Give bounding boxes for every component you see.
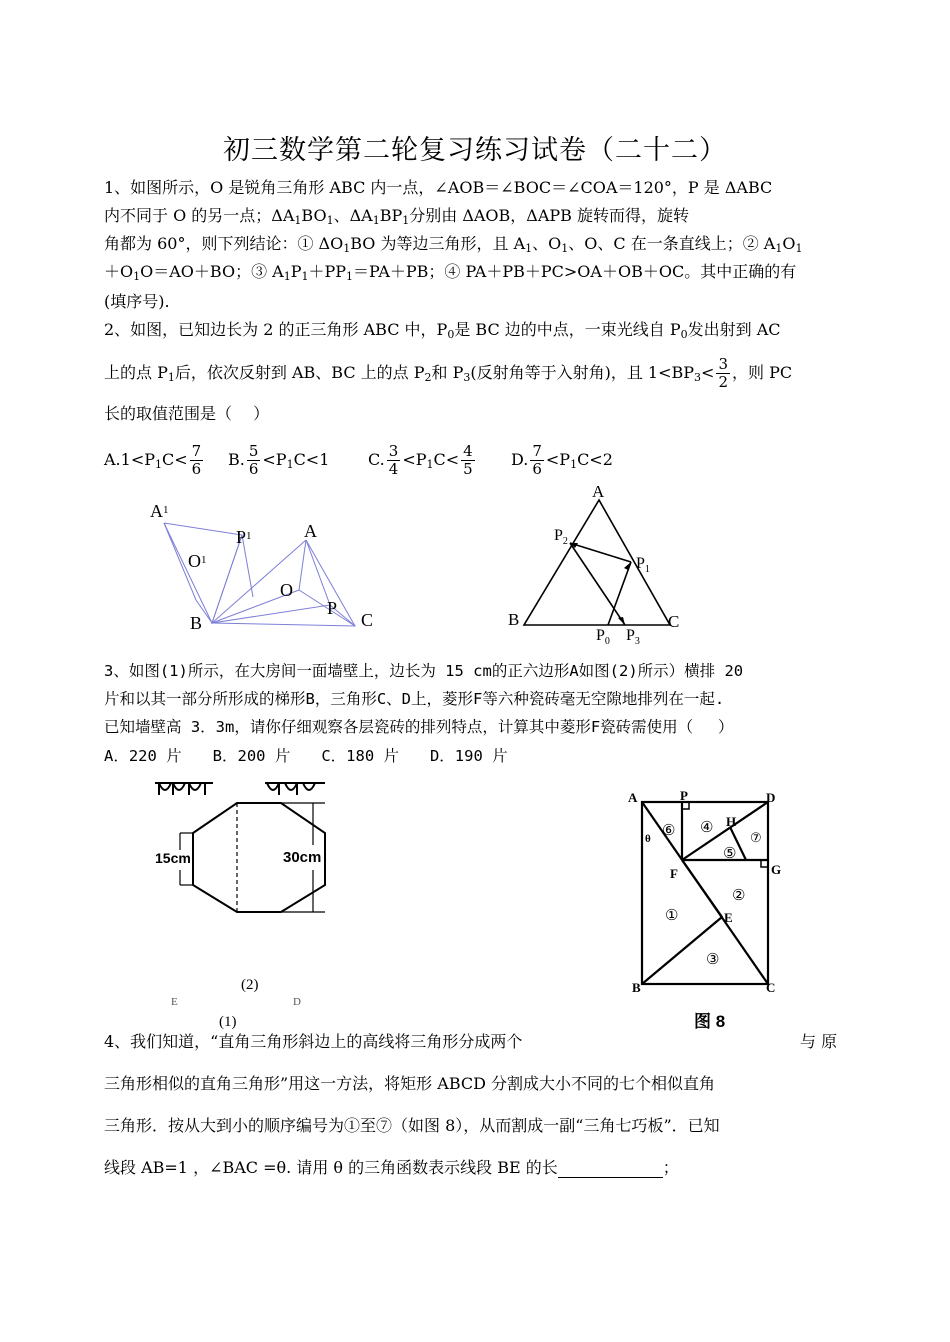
fig8-region-4: ④ (700, 820, 714, 836)
q3-line4: A．220 片 B．200 片 C．180 片 D．190 片 (104, 747, 508, 765)
fig8-label-b: B (632, 980, 641, 995)
label-30cm: 30cm (283, 849, 322, 866)
label-o1: $O^1$ (188, 551, 207, 571)
answer-blank[interactable] (558, 1161, 663, 1178)
label-fig-1: (1) (219, 1014, 237, 1030)
fig8-label-a: A (628, 790, 638, 805)
q2-line3: 长的取值范围是（ ） (104, 404, 270, 423)
q4-line4: 线段 AB=1 ，∠BAC =θ. 请用 θ 的三角函数表示线段 BE 的长 ； (104, 1158, 679, 1177)
q2-line2: 上的点 $P_1$后，依次反射到 AB、BC 上的点 $P_2$和 $P_3$(反射角等于入射角)，且 $1<BP_3<$ $\frac{3}{2}$ ，则 PC (104, 355, 793, 391)
fraction-3-2: $\frac{3}{2}$ (718, 355, 728, 391)
figure-8-tangram (620, 790, 790, 1035)
label-fig-2: (2) (241, 977, 259, 993)
fig8-label-f: F (670, 866, 678, 881)
q2-option-b: B. $\frac{5}{6}$ $<P_1C<1$ (228, 442, 330, 478)
page-title: 初三数学第二轮复习练习试卷（二十二） (223, 135, 727, 166)
fig2-label-p1: $P_1$ (636, 555, 650, 575)
q3-line3: 已知墙壁高 3．3m，请你仔细观察各层瓷砖的排列特点，计算其中菱形F瓷砖需使用（ ） (104, 718, 734, 736)
fig2-label-b: B (508, 610, 520, 629)
fig8-region-3: ③ (706, 952, 720, 968)
fig8-region-5: ⑤ (723, 846, 737, 862)
fig8-region-2: ② (732, 888, 746, 904)
q1-line3: 角都为 60°，则下列结论：① $\Delta O_1BO$ 为等边三角形，且 $A_1$、$O_1$、O、C 在一条直线上；② $A_1O_1$ (104, 234, 803, 255)
figure-rotation (140, 495, 400, 635)
label-p1: $P^1$ (236, 527, 252, 547)
fig8-label-c: C (766, 980, 776, 995)
fig2-label-p0: $P_0$ (596, 627, 610, 645)
fig8-region-6: ⑥ (662, 823, 676, 839)
label-e: E (171, 996, 178, 1008)
q4-line1: 4、我们知道，“直角三角形斜边上的高线将三角形分成两个 (104, 1032, 523, 1051)
q2-line1: 2、如图，已知边长为 2 的正三角形 ABC 中，$P_0$是 BC 边的中点，一束光线自 $P_0$发出射到 AC (104, 320, 781, 341)
fig8-label-h: H (726, 814, 737, 829)
q3-line1: 3、如图(1)所示，在大房间一面墙壁上，边长为 15 cm的正六边形A如图(2)所示）横排 20 (104, 662, 744, 680)
q2-option-c: C. $\frac{3}{4}$ $<P_1C<$ $\frac{4}{5}$ (368, 442, 473, 478)
fig2-label-c: C (668, 612, 680, 631)
fig8-label-g: G (771, 862, 782, 877)
q1-line5: (填序号). (104, 292, 170, 311)
q3-line2: 片和以其一部分所形成的梯形B，三角形C、D上，菱形F等六种瓷砖毫无空隙地排列在一起. (104, 690, 725, 708)
label-o: O (280, 580, 293, 600)
fig2-label-a: A (592, 482, 605, 501)
label-15cm: 15cm (155, 850, 191, 866)
q4-line2: 三角形相似的直角三角形”用这一方法，将矩形 ABCD 分割成大小不同的七个相似直角 (104, 1074, 716, 1093)
fig8-region-7: ⑦ (750, 830, 762, 845)
label-b: B (190, 613, 203, 633)
figure-hexagon-tile (145, 775, 345, 1030)
label-c: C (361, 610, 374, 630)
q1-line1: 1、如图所示，O 是锐角三角形 ABC 内一点，∠AOB＝∠BOC＝∠COA＝120°，P 是 ΔABC (104, 178, 773, 197)
q4-line1-end: 与 原 (800, 1032, 838, 1051)
q1-line4: $+O_1O=AO+BO$；③ $A_1P_1+PP_1=PA+PB$；④ PA＋PB＋PC>OA＋OB＋OC。其中正确的有 (104, 262, 797, 283)
q2-option-d: D. $\frac{7}{6}$ $<P_1C<2$ (511, 442, 613, 478)
fig8-region-1: ① (665, 908, 679, 924)
label-p: P (327, 598, 338, 618)
q2-option-a: $A.1<P_1C<$ $\frac{7}{6}$ (104, 442, 202, 478)
fig8-theta: θ (645, 833, 651, 845)
fig8-label-p: P (680, 790, 688, 803)
fig8-label-e: E (724, 910, 733, 925)
q4-line3: 三角形．按从大到小的顺序编号为①至⑦（如图 8），从而割成一副“三角七巧板”．已知 (104, 1116, 720, 1135)
fig8-label-d: D (766, 790, 776, 805)
label-a1: $A^1$ (150, 501, 169, 521)
fig8-caption: 图 8 (694, 1012, 726, 1031)
label-d: D (293, 996, 301, 1008)
q1-line2: 内不同于 O 的另一点；$\Delta A_1BO_1$、$\Delta A_1BP_1$分别由 ΔAOB，ΔAPB 旋转而得，旋转 (104, 206, 690, 227)
figure-reflection-triangle (500, 480, 700, 645)
fig2-label-p3: $P_3$ (626, 627, 640, 645)
fig2-label-p2: $P_2$ (554, 527, 568, 547)
label-a: A (304, 521, 317, 541)
